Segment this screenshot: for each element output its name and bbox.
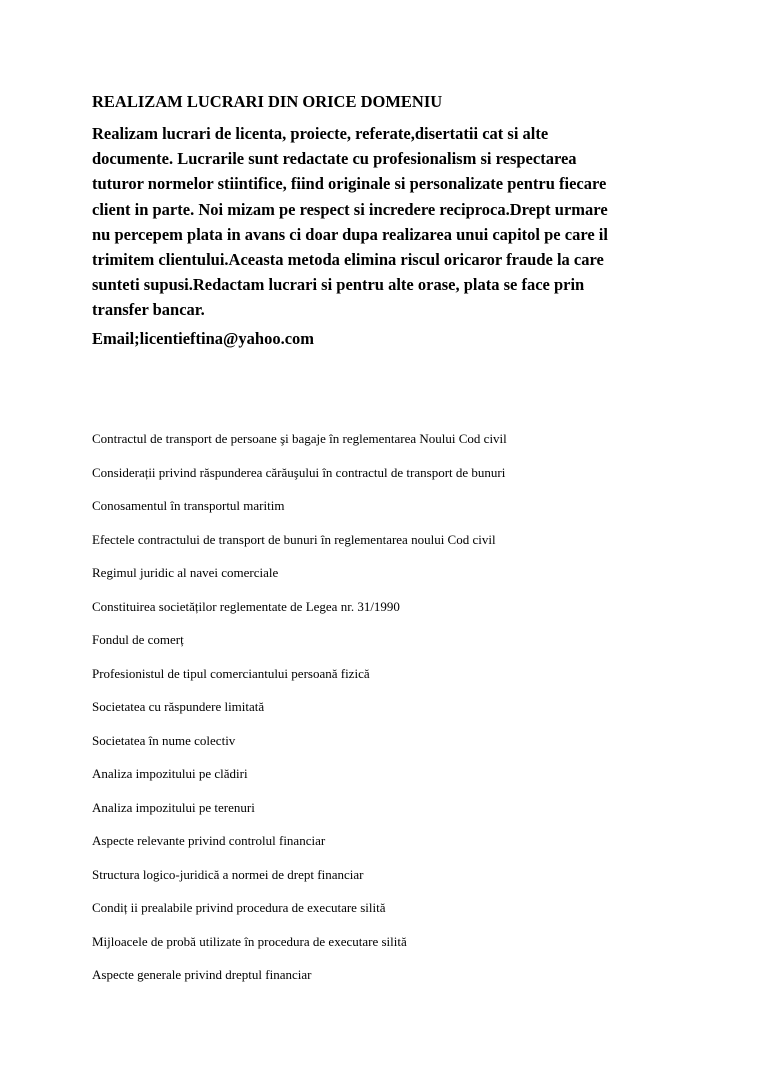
topic-item: Efectele contractului de transport de bunuri în reglementarea noului Cod civil: [92, 531, 496, 547]
topic-item: Societatea cu răspundere limitată: [92, 699, 265, 714]
intro-line: trimitem clientului.Aceasta metoda elimina riscul oricaror fraude la care: [92, 250, 604, 270]
intro-line: nu percepem plata in avans ci doar dupa realizarea unui capitol pe care il: [92, 224, 608, 244]
topic-item: Fondul de comerț: [92, 632, 184, 647]
topics-list: [92, 431, 507, 1001]
topic-item: Structura logico-juridică a normei de drept financiar: [92, 866, 364, 882]
intro-line: sunteti supusi.Redactam lucrari si pentru alte orase, plata se face prin: [92, 275, 585, 295]
intro-line: tuturor normelor stiintifice, fiind originale si personalizate pentru fiecare: [92, 174, 607, 194]
topic-item: Constituirea societăților reglementate de Legea nr. 31/1990: [92, 598, 400, 614]
topic-item: Aspecte relevante privind controlul financiar: [92, 833, 326, 848]
topic-item: Considerații privind răspunderea cărăuşului în contractul de transport de bunuri: [92, 464, 506, 480]
document-heading: REALIZAM LUCRARI DIN ORICE DOMENIU: [92, 92, 443, 111]
intro-line: client in parte. Noi mizam pe respect si incredere reciproca.Drept urmare: [92, 199, 608, 219]
topic-item: Condiț ii prealabile privind procedura de executare silită: [92, 900, 386, 915]
topic-item: Contractul de transport de persoane şi bagaje în reglementarea Noului Cod civil: [92, 431, 507, 446]
topic-item: Analiza impozitului pe terenuri: [92, 799, 255, 815]
topic-item: Analiza impozitului pe clădiri: [92, 766, 248, 781]
intro-paragraph: [92, 121, 672, 323]
topic-item: Societatea în nume colectiv: [92, 732, 236, 748]
contact-email: Email;licentieftina@yahoo.com: [92, 329, 315, 348]
topic-item: Regimul juridic al navei comerciale: [92, 565, 279, 580]
topic-item: Conosamentul în transportul maritim: [92, 498, 285, 513]
topic-item: Mijloacele de probă utilizate în procedura de executare silită: [92, 933, 407, 949]
intro-line: Realizam lucrari de licenta, proiecte, referate,disertatii cat si alte: [92, 124, 549, 143]
topic-item: Profesionistul de tipul comerciantului persoană fizică: [92, 665, 370, 681]
intro-line: documente. Lucrarile sunt redactate cu profesionalism si respectarea: [92, 149, 577, 169]
topic-item: Aspecte generale privind dreptul financiar: [92, 967, 312, 982]
intro-line: transfer bancar.: [92, 300, 205, 320]
